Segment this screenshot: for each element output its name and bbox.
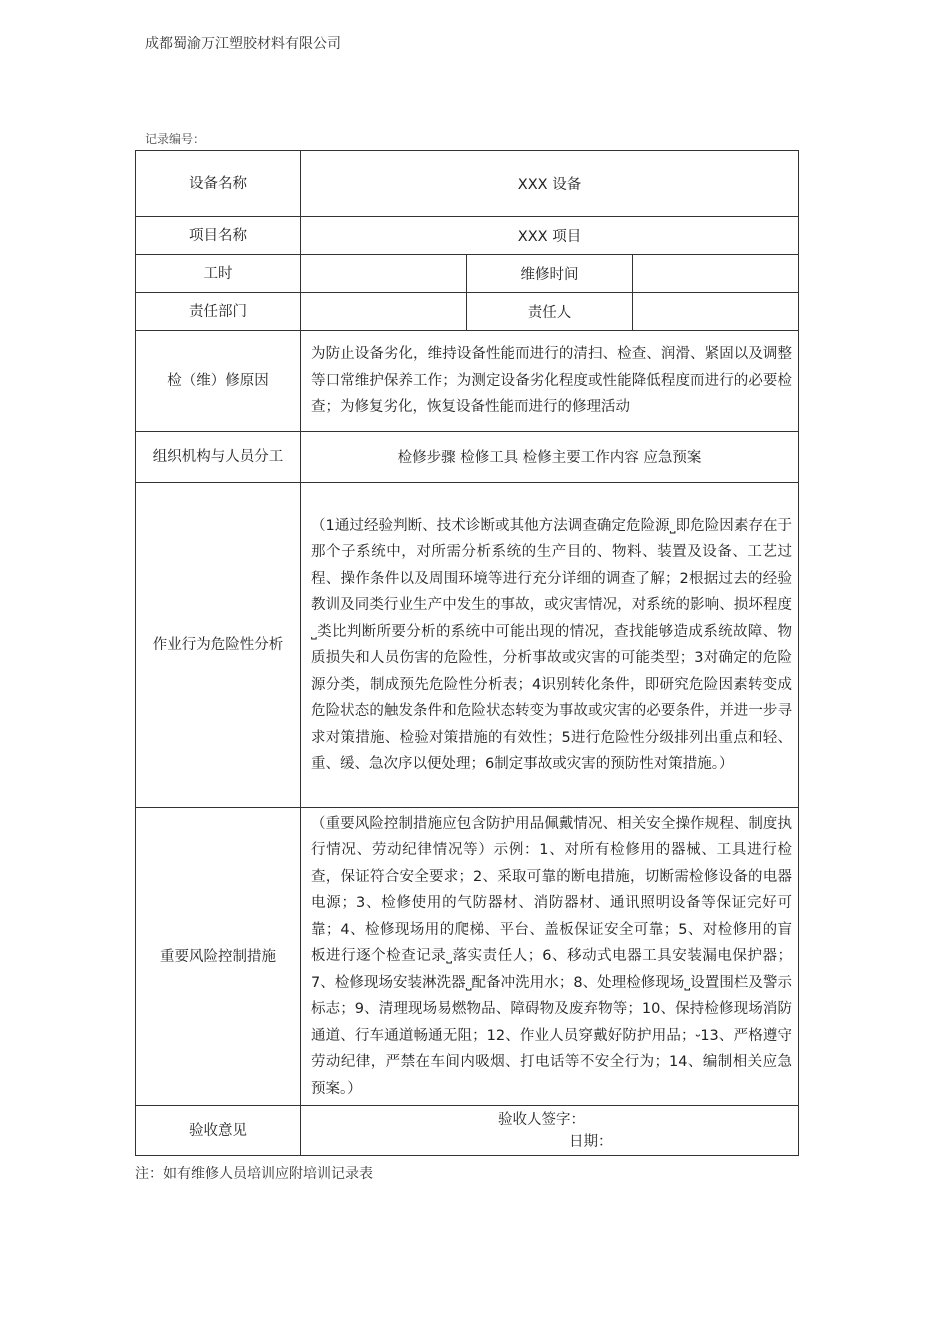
responsible-dept-label: 责任部门	[136, 293, 301, 331]
project-name-value[interactable]: XXX 项目	[301, 217, 799, 255]
repair-reason-text[interactable]: 为防止设备劣化，维持设备性能而进行的清扫、检查、润滑、紧固以及调整等口常维护保养工作；为测定设备劣化程度或性能降低程度而进行的必要检查；为修复劣化，恢复设备性能而进行的修理活动	[301, 331, 799, 432]
work-hours-value[interactable]	[301, 255, 467, 293]
organization-text[interactable]: 检修步骤 检修工具 检修主要工作内容 应急预案	[301, 432, 799, 483]
repair-time-label: 维修时间	[467, 255, 633, 293]
risk-control-label: 重要风险控制措施	[136, 808, 301, 1106]
acceptance-signature-label: 验收人签字：	[498, 1111, 585, 1128]
hazard-analysis-label: 作业行为危险性分析	[136, 483, 301, 808]
acceptance-date-label: 日期：	[569, 1133, 613, 1150]
maintenance-record-table	[135, 150, 799, 1156]
work-hours-label: 工时	[136, 255, 301, 293]
risk-control-text[interactable]: （重要风险控制措施应包含防护用品佩戴情况、相关安全操作规程、制度执行情况、劳动纪律情况等）示例：1、对所有检修用的器械、工具进行检查，保证符合安全要求；2、采取可靠的断电措施，切断需检修设备的电器电源；3、检修使用的气防器材、消防器材、通讯照明设备等保证完好可靠；4、检修现场用的爬梯、平台、盖板保证安全可靠；5、对检修用的盲板进行逐个检查记录⎵落实责任人；6、移动式电器工具安装漏电保护器；7、检修现场安装淋洗器⎵配备冲洗用水；8、处理检修现场⎵设置围栏及警示标志；9、清理现场易燃物品、障碍物及废弃物等；10、保持检修现场消防通道、行车通道畅通无阻；12、作业人员穿戴好防护用品；⏑13、严格遵守劳动纪律，严禁在车间内吸烟、打电话等不安全行为；14、编制相关应急预案。）	[301, 808, 799, 1106]
record-number-label: 记录编号：	[145, 132, 206, 146]
repair-time-value[interactable]	[633, 255, 799, 293]
company-name: 成都蜀渝万江塑胶材料有限公司	[145, 36, 341, 52]
acceptance-cell[interactable]	[301, 1106, 799, 1156]
equipment-name-value[interactable]: XXX 设备	[301, 151, 799, 217]
project-name-label: 项目名称	[136, 217, 301, 255]
acceptance-label: 验收意见	[136, 1106, 301, 1156]
responsible-person-label: 责任人	[467, 293, 633, 331]
equipment-name-label: 设备名称	[136, 151, 301, 217]
hazard-analysis-text[interactable]: （1通过经验判断、技术诊断或其他方法调查确定危险源⎵即危险因素存在于那个子系统中，对所需分析系统的生产目的、物料、装置及设备、工艺过程、操作条件以及周围环境等进行充分详细的调查了解；2根据过去的经验教训及同类行业生产中发生的事故，或灾害情况，对系统的影响、损坏程度⎵类比判断所要分析的系统中可能出现的情况，查找能够造成系统故障、物质损失和人员伤害的危险性，分析事故或灾害的可能类型；3对确定的危险源分类，制成预先危险性分析表；4识别转化条件，即研究危险因素转变成危险状态的触发条件和危险状态转变为事故或灾害的必要条件，并进一步寻求对策措施、检验对策措施的有效性；5进行危险性分级排列出重点和轻、重、缓、急次序以便处理；6制定事故或灾害的预防性对策措施。）	[301, 483, 799, 808]
responsible-dept-value[interactable]	[301, 293, 467, 331]
repair-reason-label: 检（维）修原因	[136, 331, 301, 432]
organization-label: 组织机构与人员分工	[136, 432, 301, 483]
responsible-person-value[interactable]	[633, 293, 799, 331]
footnote: 注：如有维修人员培训应附培训记录表	[135, 1166, 373, 1182]
